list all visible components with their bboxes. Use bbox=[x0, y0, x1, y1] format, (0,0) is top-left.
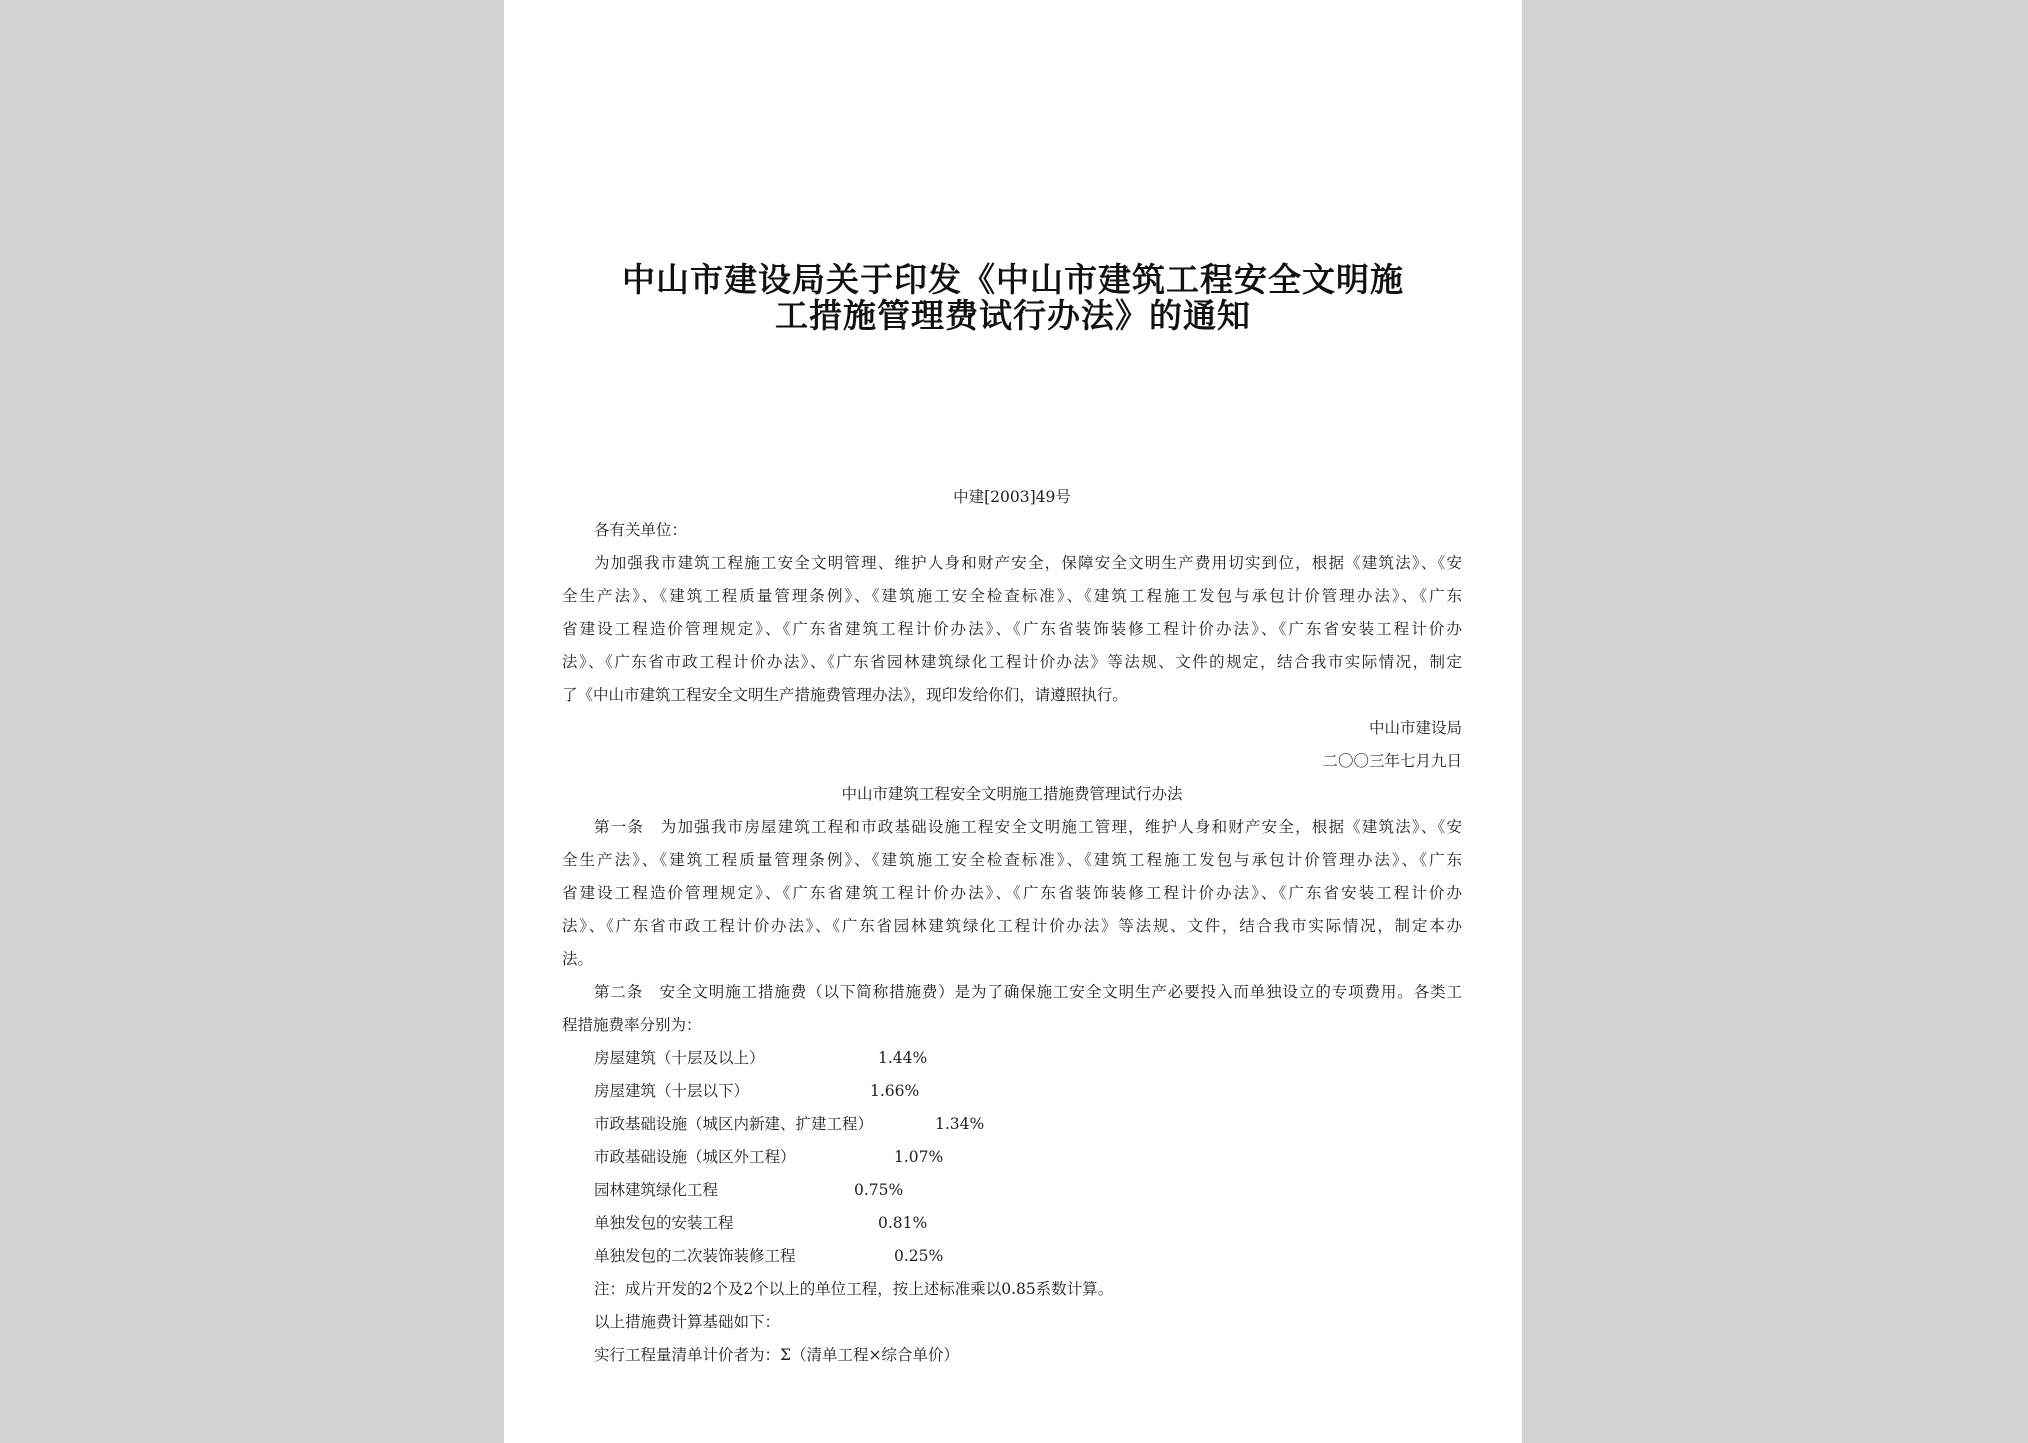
doc-number: 中建[2003]49号 bbox=[953, 488, 1071, 506]
article1-line-5: 法。 bbox=[562, 950, 594, 968]
rate-name-7: 单独发包的二次装饰装修工程 bbox=[594, 1247, 796, 1265]
rate-name-3: 市政基础设施（城区内新建、扩建工程） bbox=[594, 1115, 874, 1133]
para1-line-3: 省建设工程造价管理规定》、《广东省建筑工程计价办法》、《广东省装饰装修工程计价办法》、《广东省安装工程计价办 bbox=[562, 620, 1462, 638]
basis-line: 实行工程量清单计价者为：Σ（清单工程×综合单价） bbox=[594, 1346, 959, 1364]
article1-line-3: 省建设工程造价管理规定》、《广东省建筑工程计价办法》、《广东省装饰装修工程计价办法》、《广东省安装工程计价办 bbox=[562, 884, 1462, 902]
article2-line-1: 第二条 安全文明施工措施费（以下简称措施费）是为了确保施工安全文明生产必要投入而单独设立的专项费用。各类工 bbox=[594, 983, 1462, 1001]
basis-intro: 以上措施费计算基础如下： bbox=[594, 1313, 781, 1331]
document-page bbox=[504, 0, 1522, 1443]
rate-value-4: 1.07% bbox=[894, 1148, 944, 1166]
rate-name-4: 市政基础设施（城区外工程） bbox=[594, 1148, 796, 1166]
title-line-2: 工措施管理费试行办法》的通知 bbox=[775, 296, 1251, 335]
rate-name-1: 房屋建筑（十层及以上） bbox=[594, 1049, 765, 1067]
rate-value-6: 0.81% bbox=[878, 1214, 928, 1232]
rate-value-3: 1.34% bbox=[935, 1115, 985, 1133]
para1-line-4: 法》、《广东省市政工程计价办法》、《广东省园林建筑绿化工程计价办法》等法规、文件的规定，结合我市实际情况，制定 bbox=[562, 653, 1462, 671]
title-line-1: 中山市建设局关于印发《中山市建筑工程安全文明施 bbox=[622, 260, 1404, 299]
article2-line-2: 程措施费率分别为： bbox=[562, 1016, 702, 1034]
rate-name-2: 房屋建筑（十层以下） bbox=[594, 1082, 750, 1100]
subtitle: 中山市建筑工程安全文明施工措施费管理试行办法 bbox=[841, 785, 1183, 803]
document-title bbox=[596, 262, 1430, 334]
article1-line-1: 第一条 为加强我市房屋建筑工程和市政基础设施工程安全文明施工管理，维护人身和财产安全，根据《建筑法》、《安 bbox=[594, 818, 1462, 836]
signature-org: 中山市建设局 bbox=[1368, 719, 1462, 737]
article1-line-2: 全生产法》、《建筑工程质量管理条例》、《建筑施工安全检查标准》、《建筑工程施工发包与承包计价管理办法》、《广东 bbox=[562, 851, 1462, 869]
salutation: 各有关单位： bbox=[594, 521, 688, 539]
rate-value-7: 0.25% bbox=[894, 1247, 944, 1265]
signature-date: 二〇〇三年七月九日 bbox=[1322, 752, 1462, 770]
article1-line-4: 法》、《广东省市政工程计价办法》、《广东省园林建筑绿化工程计价办法》等法规、文件，结合我市实际情况，制定本办 bbox=[562, 917, 1462, 935]
rate-value-2: 1.66% bbox=[870, 1082, 920, 1100]
para1-line-5: 了《中山市建筑工程安全文明生产措施费管理办法》，现印发给你们，请遵照执行。 bbox=[562, 686, 1128, 704]
rate-name-6: 单独发包的安装工程 bbox=[594, 1214, 734, 1232]
rate-value-1: 1.44% bbox=[878, 1049, 928, 1067]
rate-value-5: 0.75% bbox=[854, 1181, 904, 1199]
para1-line-1: 为加强我市建筑工程施工安全文明管理、维护人身和财产安全，保障安全文明生产费用切实到位，根据《建筑法》、《安 bbox=[594, 554, 1462, 572]
rate-name-5: 园林建筑绿化工程 bbox=[594, 1181, 719, 1199]
rate-note: 注：成片开发的2个及2个以上的单位工程，按上述标准乘以0.85系数计算。 bbox=[594, 1280, 1114, 1298]
para1-line-2: 全生产法》、《建筑工程质量管理条例》、《建筑施工安全检查标准》、《建筑工程施工发包与承包计价管理办法》、《广东 bbox=[562, 587, 1462, 605]
